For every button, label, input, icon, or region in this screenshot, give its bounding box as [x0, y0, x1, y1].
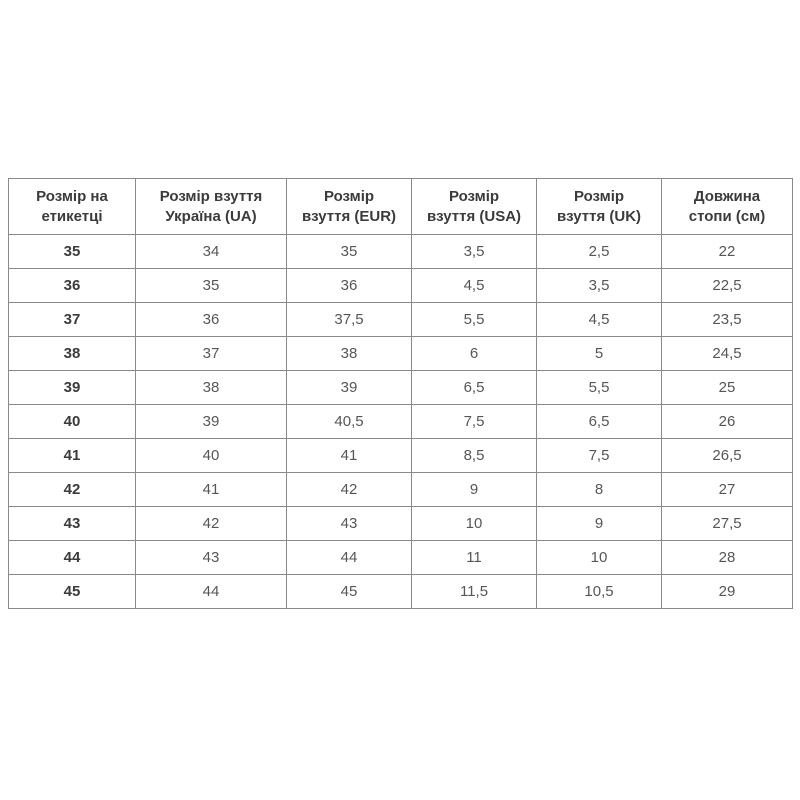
table-row: [9, 405, 793, 439]
row-label-cell: 40: [9, 405, 136, 439]
uk-size-cell: 5: [537, 337, 662, 371]
eur-size-cell: 40,5: [287, 405, 412, 439]
column-header-text: Розмір взуття: [159, 187, 263, 205]
foot-length-cell: 27,5: [662, 507, 793, 541]
ua-size-cell: 44: [136, 575, 287, 609]
ua-size-cell: 43: [136, 541, 287, 575]
ua-size-cell: 41: [136, 473, 287, 507]
foot-length-cell: 26,5: [662, 439, 793, 473]
eur-size-cell: 36: [287, 269, 412, 303]
row-label-cell: 38: [9, 337, 136, 371]
uk-size-cell: 6,5: [537, 405, 662, 439]
uk-size-cell: 7,5: [537, 439, 662, 473]
foot-length-cell: 29: [662, 575, 793, 609]
usa-size-cell: 6: [412, 337, 537, 371]
eur-size-cell: 41: [287, 439, 412, 473]
uk-size-cell: 10: [537, 541, 662, 575]
table-row: [9, 541, 793, 575]
column-header-ua-size: [136, 179, 287, 235]
uk-size-cell: 9: [537, 507, 662, 541]
column-header-eur-size: [287, 179, 412, 235]
column-header-text: Довжина: [693, 187, 761, 205]
usa-size-cell: 3,5: [412, 235, 537, 269]
foot-length-cell: 23,5: [662, 303, 793, 337]
column-header-text: Розмір: [448, 187, 500, 205]
eur-size-cell: 37,5: [287, 303, 412, 337]
usa-size-cell: 4,5: [412, 269, 537, 303]
ua-size-cell: 42: [136, 507, 287, 541]
usa-size-cell: 11,5: [412, 575, 537, 609]
eur-size-cell: 35: [287, 235, 412, 269]
eur-size-cell: 38: [287, 337, 412, 371]
table-row: [9, 337, 793, 371]
table-row: [9, 235, 793, 269]
uk-size-cell: 4,5: [537, 303, 662, 337]
usa-size-cell: 6,5: [412, 371, 537, 405]
column-header-text: Розмір: [323, 187, 375, 205]
row-label-cell: 35: [9, 235, 136, 269]
ua-size-cell: 38: [136, 371, 287, 405]
column-header-text: взуття (UK): [556, 207, 642, 225]
foot-length-cell: 28: [662, 541, 793, 575]
foot-length-cell: 24,5: [662, 337, 793, 371]
column-header-text: Україна (UA): [165, 207, 257, 225]
row-label-cell: 44: [9, 541, 136, 575]
row-label-cell: 41: [9, 439, 136, 473]
table-row: [9, 303, 793, 337]
ua-size-cell: 40: [136, 439, 287, 473]
eur-size-cell: 39: [287, 371, 412, 405]
column-header-text: взуття (EUR): [301, 207, 397, 225]
foot-length-cell: 22: [662, 235, 793, 269]
column-header-foot-length: [662, 179, 793, 235]
size-chart-table: [8, 178, 793, 609]
ua-size-cell: 34: [136, 235, 287, 269]
table-row: [9, 371, 793, 405]
row-label-cell: 39: [9, 371, 136, 405]
usa-size-cell: 10: [412, 507, 537, 541]
eur-size-cell: 43: [287, 507, 412, 541]
usa-size-cell: 5,5: [412, 303, 537, 337]
table-header-row: [9, 179, 793, 235]
column-header-text: Розмір на: [36, 187, 108, 205]
ua-size-cell: 35: [136, 269, 287, 303]
row-label-cell: 36: [9, 269, 136, 303]
uk-size-cell: 2,5: [537, 235, 662, 269]
table-row: [9, 269, 793, 303]
eur-size-cell: 44: [287, 541, 412, 575]
usa-size-cell: 9: [412, 473, 537, 507]
column-header-usa-size: [412, 179, 537, 235]
usa-size-cell: 7,5: [412, 405, 537, 439]
ua-size-cell: 36: [136, 303, 287, 337]
table-row: [9, 575, 793, 609]
uk-size-cell: 8: [537, 473, 662, 507]
row-label-cell: 43: [9, 507, 136, 541]
ua-size-cell: 39: [136, 405, 287, 439]
column-header-text: взуття (USA): [426, 207, 522, 225]
foot-length-cell: 22,5: [662, 269, 793, 303]
usa-size-cell: 8,5: [412, 439, 537, 473]
eur-size-cell: 42: [287, 473, 412, 507]
column-header-label-size: [9, 179, 136, 235]
table-row: [9, 507, 793, 541]
uk-size-cell: 3,5: [537, 269, 662, 303]
column-header-text: Розмір: [573, 187, 625, 205]
usa-size-cell: 11: [412, 541, 537, 575]
column-header-text: стопи (см): [688, 207, 766, 225]
row-label-cell: 37: [9, 303, 136, 337]
foot-length-cell: 25: [662, 371, 793, 405]
eur-size-cell: 45: [287, 575, 412, 609]
table-row: [9, 473, 793, 507]
column-header-text: етикетці: [41, 207, 103, 225]
foot-length-cell: 26: [662, 405, 793, 439]
uk-size-cell: 10,5: [537, 575, 662, 609]
table-row: [9, 439, 793, 473]
row-label-cell: 42: [9, 473, 136, 507]
uk-size-cell: 5,5: [537, 371, 662, 405]
column-header-uk-size: [537, 179, 662, 235]
row-label-cell: 45: [9, 575, 136, 609]
ua-size-cell: 37: [136, 337, 287, 371]
foot-length-cell: 27: [662, 473, 793, 507]
